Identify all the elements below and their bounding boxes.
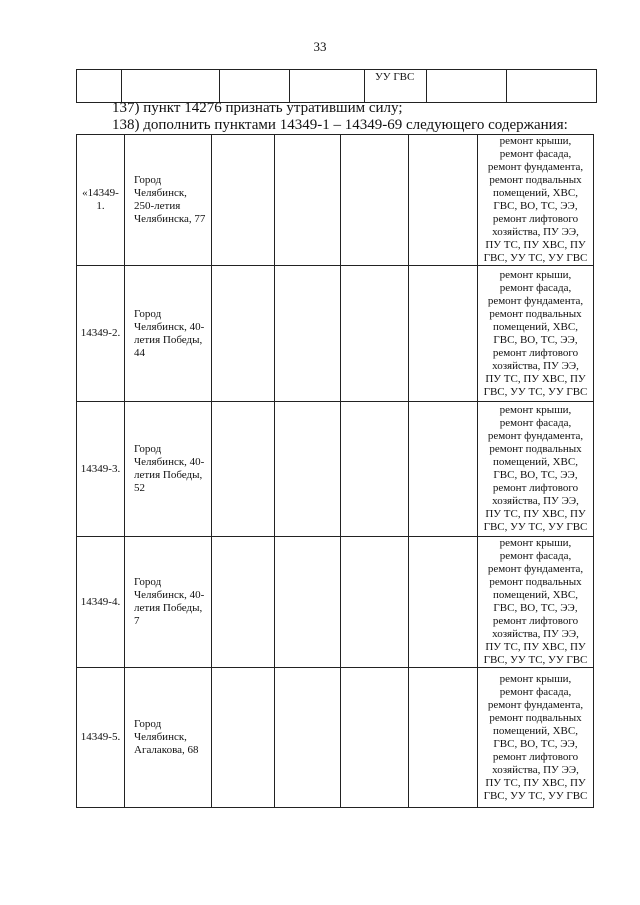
item-number-line: 14349-5.	[80, 731, 121, 743]
table-row	[77, 135, 594, 266]
works-cell-line: ремонт крыши,	[499, 537, 572, 549]
table-cell	[122, 70, 220, 103]
empty-cell	[409, 668, 478, 808]
empty-cell	[212, 537, 275, 668]
address-cell-line: летия Победы,	[134, 602, 203, 614]
item-number	[77, 266, 125, 402]
works-cell-line: помещений, ХВС,	[493, 724, 578, 737]
address-cell-line: летия Победы,	[134, 333, 203, 346]
address-cell-line: Город	[134, 718, 162, 730]
table-row	[77, 266, 594, 402]
empty-cell	[212, 402, 275, 537]
item-number	[77, 537, 125, 668]
works-cell-line: ремонт лифтового	[492, 346, 579, 359]
table-row	[77, 402, 594, 537]
address-cell-line: Челябинск, 40-	[134, 320, 205, 333]
empty-cell	[212, 266, 275, 402]
works-cell-line: ГВС, УУ ТС, УУ ГВС	[483, 789, 588, 802]
works-cell-line: ремонт подвальных	[489, 174, 582, 186]
address-cell-line: 44	[134, 346, 145, 359]
address-cell	[125, 402, 212, 537]
works-cell-line: ГВС, УУ ТС, УУ ГВС	[483, 385, 588, 398]
works-cell-line: ГВС, ВО, ТС, ЭЭ,	[493, 333, 578, 346]
address-cell	[125, 668, 212, 808]
works-cell-line: хозяйства, ПУ ЭЭ,	[492, 628, 579, 640]
table-row	[77, 70, 597, 103]
address-cell-line: Челябинск,	[134, 187, 187, 199]
empty-cell	[212, 135, 275, 266]
works-cell-line: помещений, ХВС,	[493, 187, 578, 199]
item-number-line: 1.	[96, 200, 105, 212]
works-cell-line: хозяйства, ПУ ЭЭ,	[492, 226, 579, 238]
works-cell-line: ПУ ТС, ПУ ХВС, ПУ	[485, 641, 586, 653]
works-cell-line: ремонт фундамента,	[487, 430, 584, 442]
address-cell-line: летия Победы,	[134, 469, 203, 481]
works-cell	[478, 402, 594, 537]
works-cell-line: ремонт лифтового	[492, 615, 579, 627]
works-cell-line: хозяйства, ПУ ЭЭ,	[492, 359, 579, 372]
table-cell	[427, 70, 507, 103]
item-number-line: 14349-4.	[80, 595, 121, 608]
works-cell-line: ремонт лифтового	[492, 482, 579, 494]
works-cell-line: ГВС, УУ ТС, УУ ГВС	[483, 521, 588, 533]
table-cell	[290, 70, 365, 103]
empty-cell	[409, 537, 478, 668]
address-cell-line: Агалакова, 68	[134, 744, 199, 756]
table-cell	[77, 70, 122, 103]
address-cell-line: Город	[134, 443, 162, 455]
works-cell-line: ГВС, УУ ТС, УУ ГВС	[483, 252, 588, 264]
address-cell-line: Челябинск, 40-	[134, 456, 205, 468]
table-cell-uu-gvs: УУ ГВС	[365, 70, 427, 103]
works-cell-line: ремонт крыши,	[499, 672, 572, 685]
works-cell-line: ремонт фундамента,	[487, 161, 584, 173]
address-cell	[125, 537, 212, 668]
empty-cell	[409, 135, 478, 266]
works-cell-line: ремонт фундамента,	[487, 698, 584, 711]
address-cell-line: Челябинск,	[134, 731, 187, 743]
works-cell-line: помещений, ХВС,	[493, 456, 578, 468]
address-cell-line: 7	[134, 615, 140, 627]
works-cell-line: хозяйства, ПУ ЭЭ,	[492, 495, 579, 507]
empty-cell	[341, 537, 409, 668]
empty-cell	[341, 266, 409, 402]
item-number-line: 14349-3.	[80, 462, 121, 475]
works-cell	[478, 135, 594, 266]
works-cell	[478, 537, 594, 668]
address-cell-line: Город	[134, 576, 162, 588]
item-number-line: «14349-	[82, 187, 119, 199]
works-cell-line: ГВС, ВО, ТС, ЭЭ,	[493, 602, 578, 614]
works-cell-line: хозяйства, ПУ ЭЭ,	[492, 763, 579, 776]
table-cell	[220, 70, 290, 103]
empty-cell	[341, 135, 409, 266]
works-cell-line: ремонт подвальных	[489, 576, 582, 588]
works-cell-line: ГВС, ВО, ТС, ЭЭ,	[493, 469, 578, 481]
empty-cell	[212, 668, 275, 808]
works-cell-line: ремонт лифтового	[492, 213, 579, 225]
continued-table-row	[76, 69, 597, 103]
works-cell-line: ремонт крыши,	[499, 404, 572, 416]
table-cell	[507, 70, 597, 103]
works-cell-line: ремонт подвальных	[489, 443, 582, 455]
works-cell-line: помещений, ХВС,	[493, 589, 578, 601]
works-cell-line: ремонт фундамента,	[487, 294, 584, 307]
item-number	[77, 135, 125, 266]
empty-cell	[409, 402, 478, 537]
empty-cell	[275, 402, 341, 537]
instruction-137: 137) пункт 14276 признать утратившим силу;	[112, 100, 403, 116]
address-cell-line: Город	[134, 174, 162, 186]
works-cell-line: ПУ ТС, ПУ ХВС, ПУ	[485, 239, 586, 251]
works-cell-line: ПУ ТС, ПУ ХВС, ПУ	[485, 372, 586, 385]
item-number	[77, 402, 125, 537]
works-cell-line: ремонт лифтового	[492, 750, 579, 763]
address-cell	[125, 266, 212, 402]
empty-cell	[341, 402, 409, 537]
empty-cell	[275, 537, 341, 668]
address-cell-line: Город	[134, 307, 162, 320]
address-cell	[125, 135, 212, 266]
address-cell-line: Челябинск, 40-	[134, 589, 205, 601]
empty-cell	[275, 135, 341, 266]
address-cell-line: 52	[134, 482, 145, 494]
instruction-138: 138) дополнить пунктами 14349-1 – 14349-69 следующего содержания:	[112, 117, 568, 133]
works-cell-line: ремонт крыши,	[499, 135, 572, 147]
works-cell-line: ремонт фасада,	[499, 281, 572, 294]
empty-cell	[409, 266, 478, 402]
works-cell	[478, 668, 594, 808]
empty-cell	[275, 668, 341, 808]
item-number	[77, 668, 125, 808]
works-cell-line: ремонт крыши,	[499, 268, 572, 281]
addresses-table	[76, 134, 594, 808]
item-number-line: 14349-2.	[80, 327, 121, 339]
works-cell-line: ПУ ТС, ПУ ХВС, ПУ	[485, 776, 586, 789]
works-cell-line: ГВС, ВО, ТС, ЭЭ,	[493, 737, 578, 750]
page-number: 33	[313, 39, 327, 54]
works-cell-line: ГВС, УУ ТС, УУ ГВС	[483, 654, 588, 666]
works-cell-line: ремонт фасада,	[499, 148, 572, 160]
works-cell-line: ремонт фасада,	[499, 417, 572, 429]
empty-cell	[275, 266, 341, 402]
works-cell	[478, 266, 594, 402]
works-cell-line: ремонт фасада,	[499, 550, 572, 562]
table-row	[77, 537, 594, 668]
address-cell-line: Челябинска, 77	[134, 213, 206, 225]
works-cell-line: ремонт подвальных	[489, 711, 582, 724]
empty-cell	[341, 668, 409, 808]
table-row	[77, 668, 594, 808]
works-cell-line: ремонт фасада,	[499, 685, 572, 698]
works-cell-line: ремонт фундамента,	[487, 563, 584, 575]
address-cell-line: 250-летия	[134, 200, 181, 212]
works-cell-line: помещений, ХВС,	[493, 320, 578, 333]
works-cell-line: ГВС, ВО, ТС, ЭЭ,	[493, 200, 578, 212]
works-cell-line: ремонт подвальных	[489, 307, 582, 320]
works-cell-line: ПУ ТС, ПУ ХВС, ПУ	[485, 508, 586, 520]
